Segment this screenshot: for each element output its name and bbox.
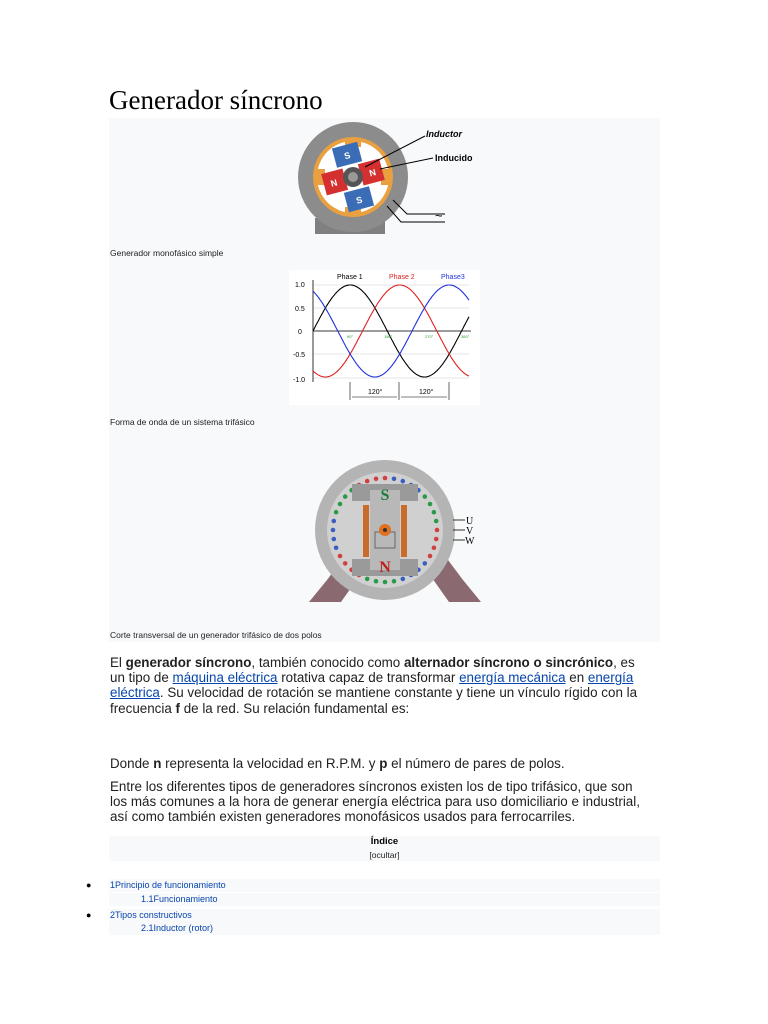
- figure-caption-2: Forma de onda de un sistema trifásico: [110, 417, 255, 427]
- two-pole-generator-image: [305, 460, 485, 604]
- label-ac: ~: [435, 208, 443, 223]
- stator-winding-dot: [423, 494, 428, 499]
- terminal-w: W: [465, 536, 475, 547]
- stator-winding-dot: [392, 579, 397, 584]
- stator-winding-dot: [343, 561, 348, 566]
- y-tick-2: 0.5: [295, 306, 305, 313]
- stator-winding-dot: [428, 502, 433, 507]
- toc-toggle-link[interactable]: [ocultar]: [369, 850, 400, 860]
- deg-mark-2: 180°: [384, 334, 393, 339]
- stator-winding-dot: [435, 528, 440, 533]
- toc-title: Índice: [370, 836, 399, 847]
- stator-winding-dot: [365, 479, 370, 484]
- label-inducido: Inducido: [435, 153, 473, 163]
- toc-bullet-1: ●: [86, 880, 92, 890]
- stator-winding-dot: [432, 546, 437, 551]
- terminal-v: V: [466, 526, 474, 537]
- stator-winding-dot: [383, 476, 388, 481]
- legend-phase2: Phase 2: [389, 274, 415, 281]
- stator-winding-dot: [401, 479, 406, 484]
- stator-winding-dot: [332, 519, 337, 524]
- variables-paragraph: Donde n representa la velocidad en R.P.M. y p el número de pares de polos.: [110, 756, 565, 771]
- stator-winding-dot: [343, 494, 348, 499]
- toc-item: [109, 909, 660, 922]
- toc-item: [109, 893, 660, 906]
- deg-mark-4: 360°: [461, 334, 470, 339]
- types-paragraph: Entre los diferentes tipos de generadores síncronos existen los de tipo trifásico, que son los más comunes a la hora de generar energía eléctrica para uso domiciliario e industrial, así como también existen generadores monofásicos usados para ferrocarriles.: [110, 779, 640, 825]
- toc-header: [109, 836, 660, 861]
- stator-winding-dot: [434, 537, 439, 542]
- pole-label-s2: S: [355, 194, 364, 206]
- deg-mark-1: 90°: [347, 334, 354, 339]
- figure-caption-3: Corte transversal de un generador trifásico de dos polos: [110, 630, 322, 640]
- toc-bullet-3: ●: [86, 910, 92, 920]
- stator-winding-dot: [338, 502, 343, 507]
- pole-label-s1: S: [343, 150, 352, 162]
- stator-winding-dot: [432, 510, 437, 515]
- stator-winding-dot: [331, 528, 336, 533]
- stator-winding-dot: [334, 510, 339, 515]
- stator-winding-dot: [338, 554, 343, 559]
- stator-winding-dot: [392, 477, 397, 482]
- intro-paragraph: El generador síncrono, también conocido como alternador síncrono o sincrónico, es un tipo de máquina eléctrica rotativa capaz de transformar energía mecánica en energía eléctrica. Su velocidad de rotación se mantiene constante y tiene un vínculo rígido con la frecuencia f de la red. Su relación fundamental es:: [110, 655, 638, 716]
- y-tick-5: -1.0: [293, 377, 306, 384]
- pole-label-n2: N: [368, 167, 378, 179]
- stator-winding-dot: [401, 577, 406, 582]
- single-phase-generator-image: [295, 122, 485, 234]
- toc-item: [109, 922, 660, 935]
- pole-label-n1: N: [329, 177, 339, 189]
- stator-winding-dot: [434, 519, 439, 524]
- link-maquina-electrica[interactable]: máquina eléctrica: [172, 670, 278, 686]
- figure-caption-1: Generador monofásico simple: [110, 248, 224, 258]
- stator-winding-dot: [374, 579, 379, 584]
- three-phase-waveform-image: [289, 270, 480, 405]
- link-energia-electrica[interactable]: energía eléctrica: [110, 670, 634, 701]
- angle-label-1: 120°: [368, 389, 383, 396]
- label-inductor: Inductor: [426, 129, 462, 139]
- y-tick-3: 0: [298, 329, 302, 336]
- angle-label-2: 120°: [419, 389, 434, 396]
- toc-link-funcionamiento[interactable]: 1.1Funcionamiento: [141, 894, 218, 904]
- legend-phase1: Phase 1: [337, 274, 363, 281]
- link-energia-mecanica[interactable]: energía mecánica: [459, 670, 566, 686]
- toc-link-principio[interactable]: 1Principio de funcionamiento: [110, 880, 226, 890]
- stator-winding-dot: [374, 477, 379, 482]
- toc-item: [109, 879, 660, 892]
- stator-winding-dot: [334, 546, 339, 551]
- stator-winding-dot: [365, 577, 370, 582]
- page-title: Generador síncrono: [109, 84, 660, 120]
- toc-link-tipos-constructivos[interactable]: 2Tipos constructivos: [110, 910, 192, 920]
- y-tick-4: -0.5: [293, 352, 306, 359]
- terminal-u: U: [466, 516, 474, 527]
- pole-label-north: N: [379, 559, 391, 576]
- stator-winding-dot: [332, 537, 337, 542]
- toc-link-inductor-rotor[interactable]: 2.1Inductor (rotor): [141, 923, 214, 933]
- pole-label-south: S: [380, 487, 390, 504]
- stator-winding-dot: [383, 580, 388, 585]
- stator-winding-dot: [423, 561, 428, 566]
- legend-phase3: Phase3: [441, 274, 465, 281]
- y-tick-1: 1.0: [295, 282, 305, 289]
- stator-winding-dot: [428, 554, 433, 559]
- deg-mark-3: 270°: [425, 334, 434, 339]
